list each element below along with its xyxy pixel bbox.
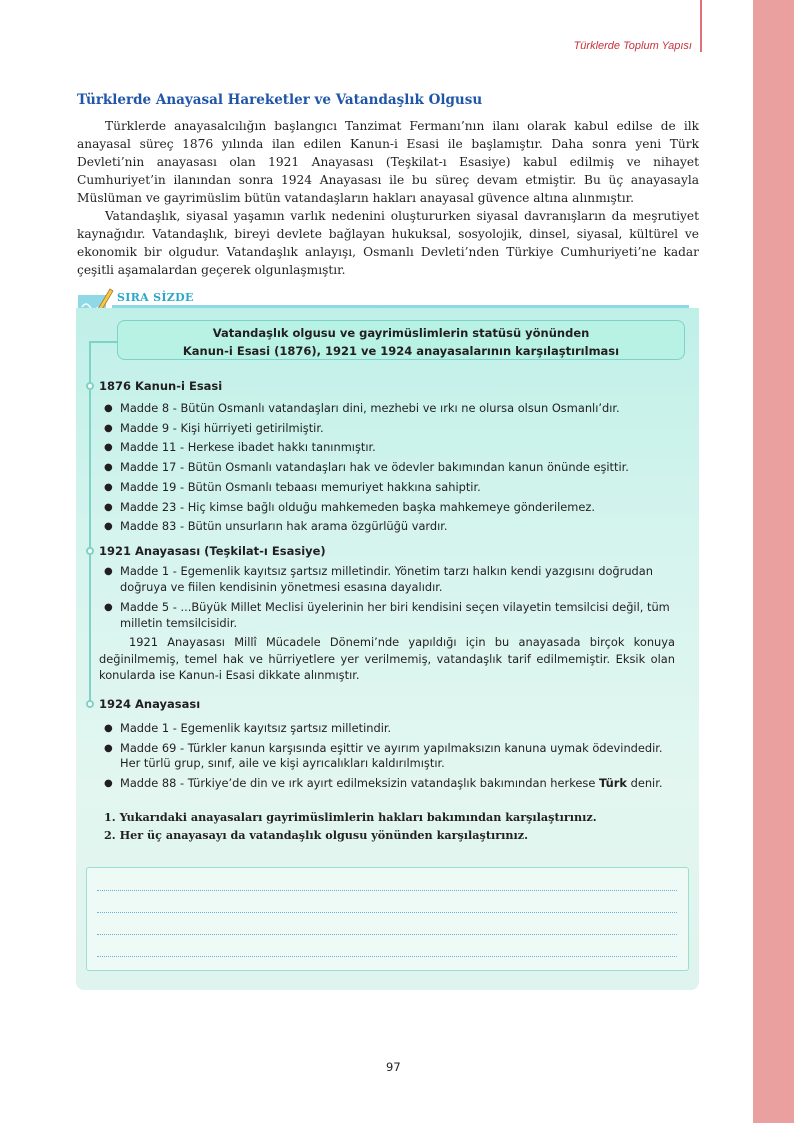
body-text xyxy=(77,117,699,279)
list-item xyxy=(104,776,682,792)
outline-connector-horizontal xyxy=(89,341,117,343)
list-item: ● Madde 8 - Bütün Osmanlı vatandaşları dini, mezhebi ve ırkı ne olursa olsun Osmanlı’dır. xyxy=(104,399,682,419)
page-number: 97 xyxy=(386,1060,401,1074)
section-title: Türklerde Anayasal Hareketler ve Vatandaşlık Olgusu xyxy=(77,92,483,108)
outline-dot xyxy=(86,382,94,390)
answer-line xyxy=(97,912,677,913)
answer-line xyxy=(97,934,677,935)
list-item: ● Madde 11 - Herkese ibadet hakkı tanınmıştır. xyxy=(104,438,682,458)
heading-1876: 1876 Kanun-i Esasi xyxy=(99,379,223,393)
outline-connector xyxy=(89,341,91,706)
note-1921: 1921 Anayasası Millî Mücadele Dönemi’nde yapıldığı için bu anayasada birçok konuya değinilmemiş, temel hak ve hürriyetlere yer verilmemiş, vatandaşlık tarif edilmemiştir. Eksik olan konularda ise Kanun-i Esasi dikkate alınmıştır. xyxy=(99,635,675,682)
outline-dot xyxy=(86,700,94,708)
side-color-strip xyxy=(753,0,794,1123)
list-item: ● Madde 23 - Hiç kimse bağlı olduğu mahkemeden başka mahkemeye gönderilemez. xyxy=(104,498,682,518)
list-item: ● Madde 83 - Bütün unsurların hak arama özgürlüğü vardır. xyxy=(104,517,682,537)
heading-1921: 1921 Anayasası (Teşkilat-ı Esasiye) xyxy=(99,544,326,558)
list-item: ● Madde 69 - Türkler kanun karşısında eşittir ve ayırım yapılmaksızın kanuna uymak ödevindedir. Her türlü grup, sınıf, aile ve kişi ayrıcalıkları kaldırılmıştır. xyxy=(104,741,682,772)
list-1876 xyxy=(104,399,682,537)
paragraph-2: Vatandaşlık, siyasal yaşamın varlık nedenini oluştururken siyasal davranışların da meşrutiyet kaynağıdır. Vatandaşlık, bireyi devlete bağlayan hukuksal, sosyolojik, dinsel, siyasal, kültürel ve ekonomik bir olgudur. Vatandaşlık anlayışı, Osmanlı Devleti’nden Türkiye Cumhuriyeti’ne kadar çeşitli aşamalardan geçerek olgunlaşmıştır. xyxy=(77,209,699,277)
question-1: 1. Yukarıdaki anayasaları gayrimüslimlerin hakları bakımından karşılaştırınız. xyxy=(104,810,597,824)
list-item: ● Madde 1 - Egemenlik kayıtsız şartsız milletindir. Yönetim tarzı halkın kendi yazgısını doğrudan doğruya ve fiilen kendisinin yönetmesi esasına dayalıdır. xyxy=(104,564,682,595)
list-1924 xyxy=(104,721,682,791)
list-item-bold-word: Türk xyxy=(598,775,627,790)
questions xyxy=(104,808,597,844)
answer-line xyxy=(97,890,677,891)
activity-label: SIRA SİZDE xyxy=(117,291,194,304)
list-item: ● Madde 1 - Egemenlik kayıtsız şartsız milletindir. xyxy=(104,721,682,737)
list-item-text: Madde 88 - Türkiye’de din ve ırk ayırt edilmeksizin vatandaşlık bakımından herkese xyxy=(120,775,599,790)
heading-1924: 1924 Anayasası xyxy=(99,697,201,711)
list-item: ● Madde 17 - Bütün Osmanlı vatandaşları hak ve ödevler bakımından kanun önünde eşittir. xyxy=(104,458,682,478)
activity-title-line-1: Vatandaşlık olgusu ve gayrimüslimlerin statüsü yönünden xyxy=(212,326,590,340)
running-title: Türklerde Toplum Yapısı xyxy=(573,40,692,52)
list-item: ● Madde 5 - ...Büyük Millet Meclisi üyelerinin her biri kendisini seçen vilayetin temsilcisi değil, tüm milletin temsilcisidir. xyxy=(104,600,682,631)
question-2: 2. Her üç anayasayı da vatandaşlık olgusu yönünden karşılaştırınız. xyxy=(104,828,529,842)
activity-title xyxy=(117,320,685,360)
list-1921 xyxy=(104,564,682,631)
list-item-text: denir. xyxy=(626,775,663,790)
paragraph-1: Türklerde anayasalcılığın başlangıcı Tanzimat Fermanı’nın ilanı olarak kabul edilse de ilk anayasal süreç 1876 yılında ilan edilen Kanun-i Esasi ile başlamıştır. Daha sonra yeni Türk Devleti’nin anayasası olan 1921 Anayasası (Teşkilat-ı Esasiye) kabul edilmiş ve nihayet Cumhuriyet’in ilanından sonra 1924 Anayasası ile bu süreç devam etmiştir. Bu üç anayasayla Müslüman ve gayrimüslim bütün vatandaşların hakları anayasal güvence altına alınmıştır. xyxy=(77,119,699,205)
outline-dot xyxy=(86,547,94,555)
activity-title-line-2: Kanun-i Esasi (1876), 1921 ve 1924 anayasalarının karşılaştırılması xyxy=(182,344,620,358)
answer-area[interactable] xyxy=(86,867,689,971)
list-item: ● Madde 9 - Kişi hürriyeti getirilmiştir. xyxy=(104,419,682,439)
list-item: ● Madde 19 - Bütün Osmanlı tebaası memuriyet hakkına sahiptir. xyxy=(104,478,682,498)
answer-line xyxy=(97,956,677,957)
header-divider xyxy=(700,0,702,52)
